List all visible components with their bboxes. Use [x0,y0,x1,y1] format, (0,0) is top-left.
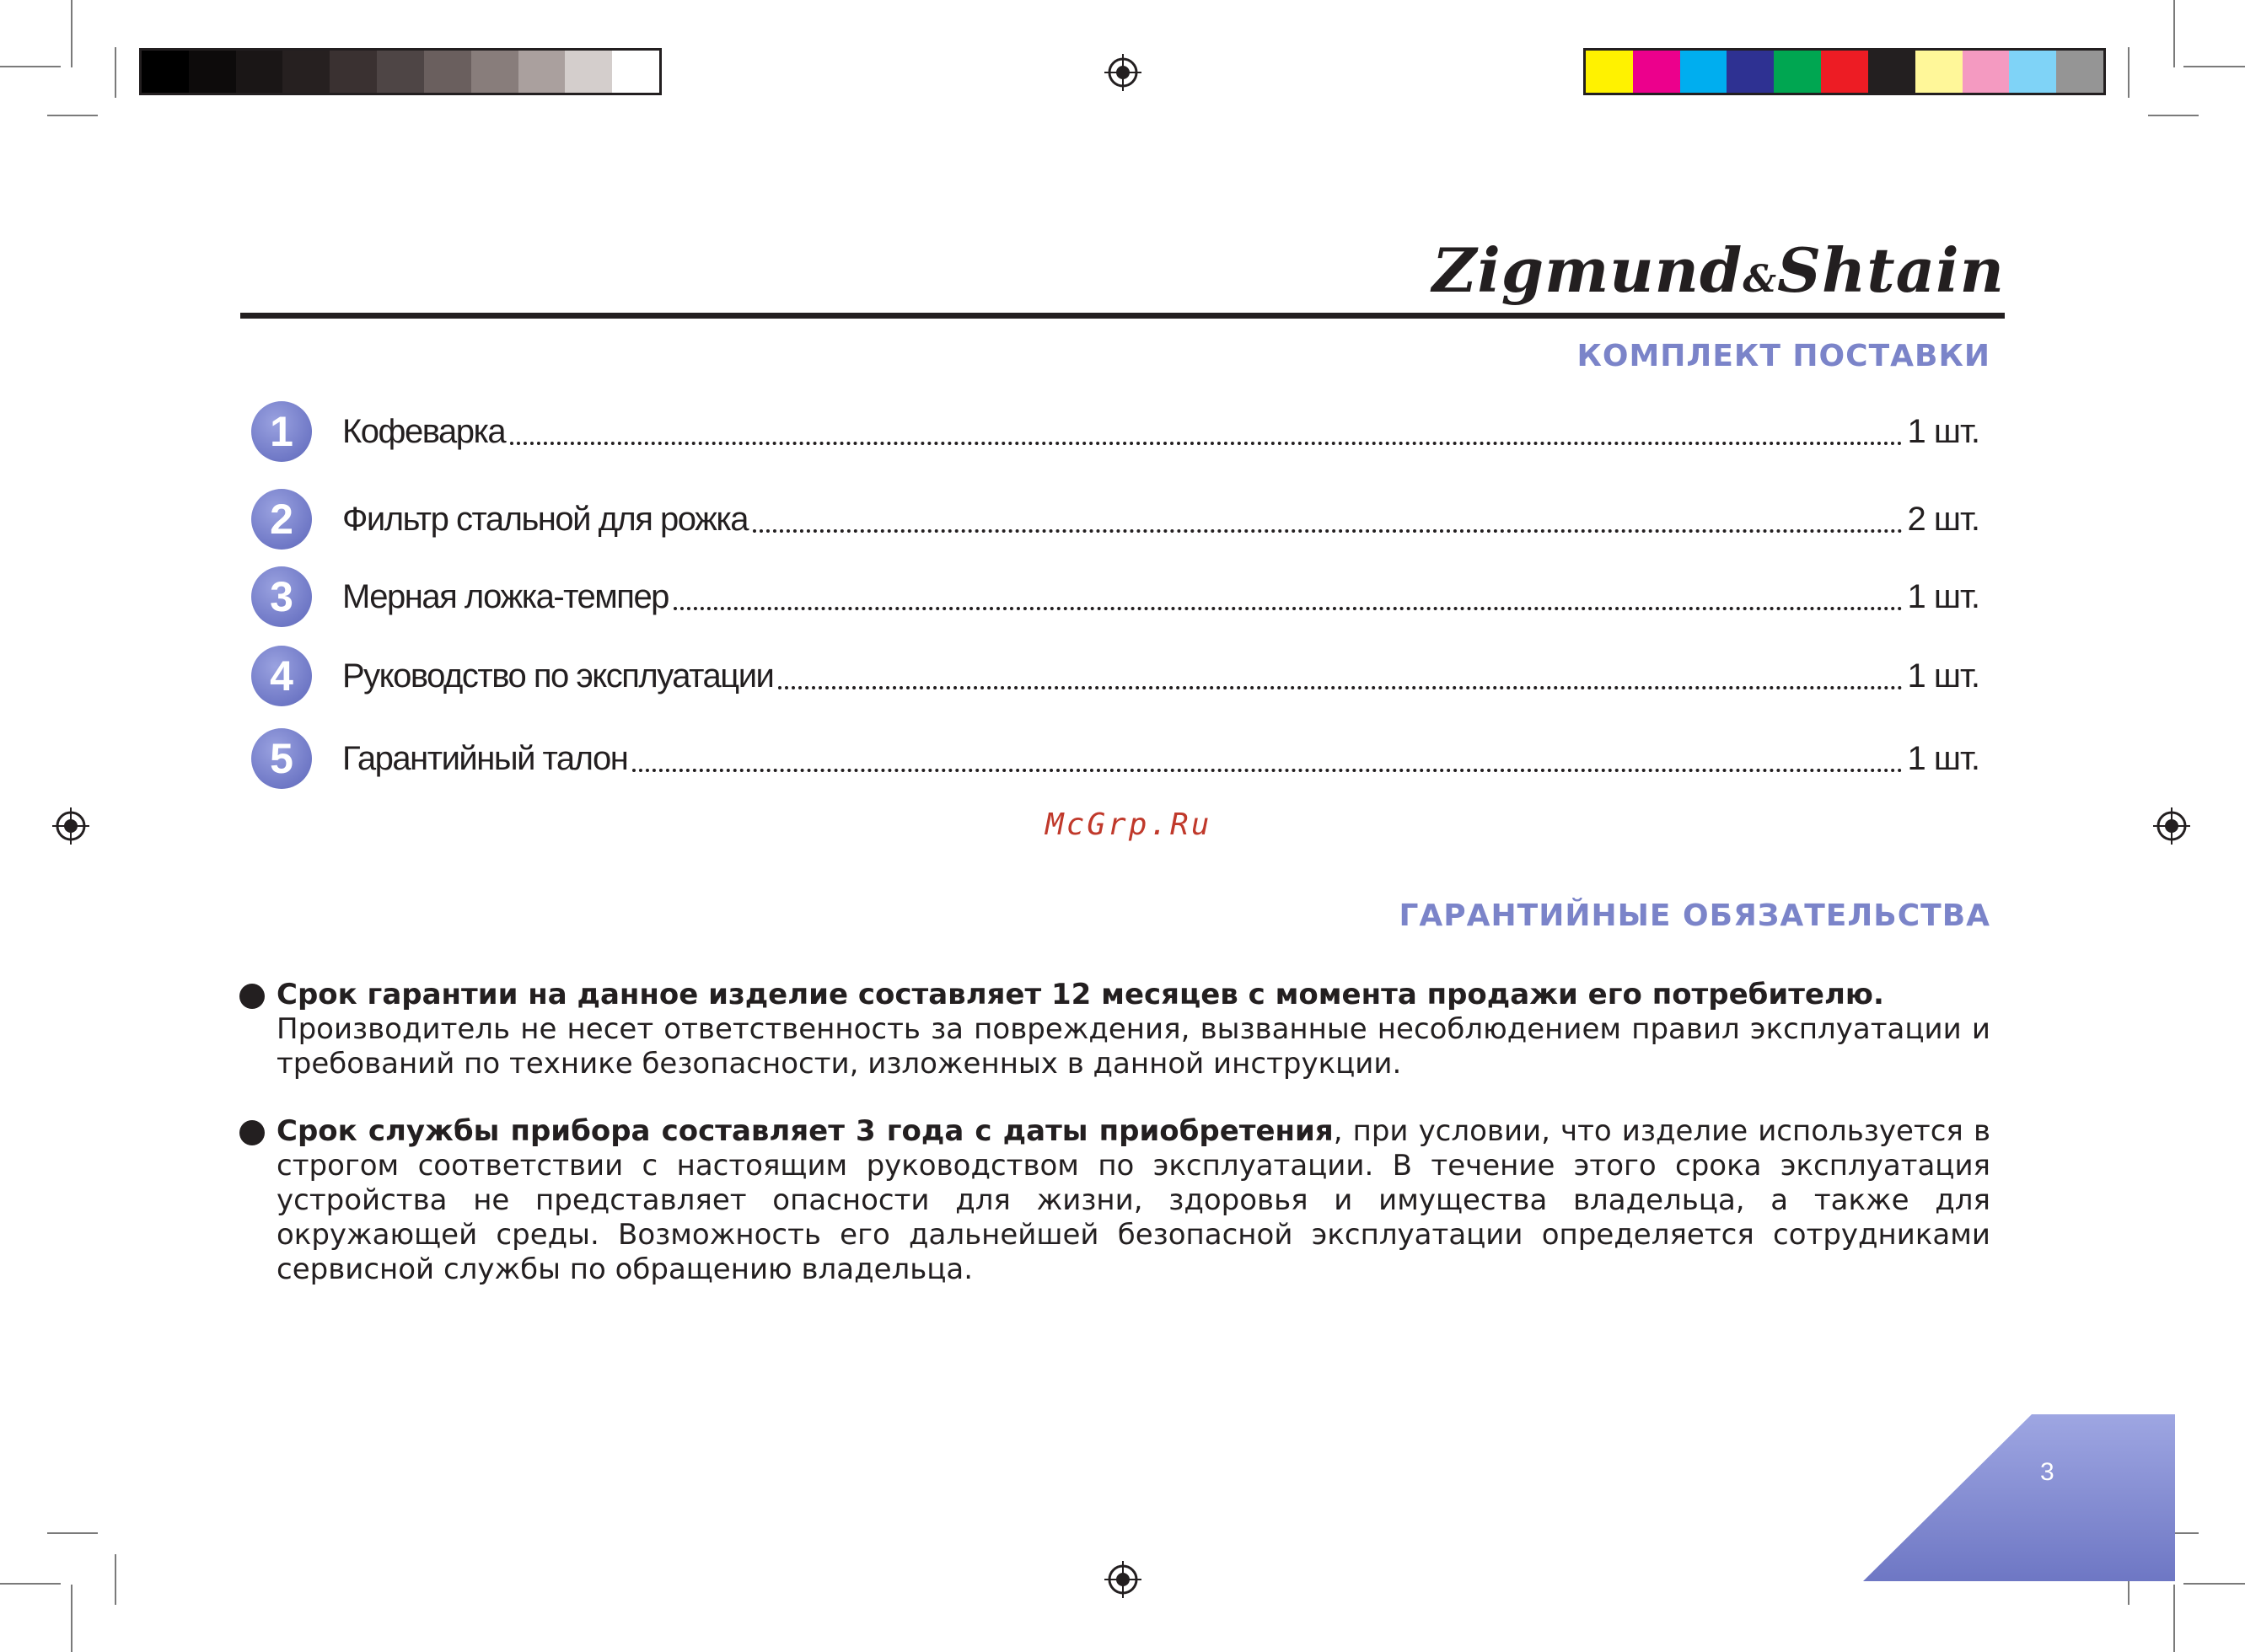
service-life-bold: Срок службы прибора составляет 3 года с даты приобретения [277,1114,1334,1148]
logo-part-2: Shtain [1777,234,2005,306]
crop-mark [2183,66,2245,67]
brand-logo [1432,234,2005,306]
logo-ampersand: & [1743,258,1778,301]
item-label: Фильтр стальной для рожка [342,500,748,538]
crop-mark [2148,115,2199,116]
crop-mark [71,0,73,67]
page-number: 3 [2040,1458,2054,1486]
crop-mark [115,47,116,98]
warranty-title: ГАРАНТИЙНЫЕ ОБЯЗАТЕЛЬСТВА [1399,898,1990,933]
dot-leader [753,529,1903,533]
item-number-badge: 3 [251,566,312,627]
color-swatch [2009,51,2056,93]
item-quantity: 2 шт. [1907,500,1979,538]
list-item [251,563,1979,630]
color-swatch [377,51,424,93]
color-swatch [1821,51,1868,93]
bullet-icon [239,1120,265,1145]
grayscale-calibration-bar [139,48,662,95]
crop-mark [47,1532,98,1534]
registration-mark-icon [2153,807,2190,845]
color-swatch [1586,51,1633,93]
color-swatch [565,51,612,93]
color-swatch [142,51,189,93]
crop-mark [2173,1585,2175,1652]
color-swatch [1915,51,1963,93]
dot-leader [632,769,1902,772]
color-swatch [471,51,518,93]
color-swatch [330,51,377,93]
item-label: Гарантийный талон [342,739,628,777]
item-label: Кофеварка [342,412,506,450]
crop-mark [2183,1583,2245,1585]
item-quantity: 1 шт. [1907,412,1979,450]
watermark-text: McGrp.Ru [1045,807,1212,842]
color-swatch [1727,51,1774,93]
crop-mark [2128,47,2130,98]
color-swatch [612,51,659,93]
item-number-badge: 4 [251,646,312,706]
list-item [251,725,1979,792]
color-swatch [518,51,566,93]
color-swatch [1963,51,2010,93]
warranty-paragraph-2 [277,1114,1990,1287]
header-rule [240,313,2005,319]
contents-title: КОМПЛЕКТ ПОСТАВКИ [1576,339,1990,373]
color-swatch [1680,51,1727,93]
crop-mark [0,66,61,67]
item-number-badge: 2 [251,489,312,550]
crop-mark [2173,0,2175,67]
crop-mark [71,1585,73,1652]
crop-mark [0,1583,61,1585]
page-tab-shape [1863,1414,2175,1581]
registration-mark-icon [1104,1561,1141,1598]
dot-leader [778,686,1902,689]
item-quantity: 1 шт. [1907,657,1979,695]
item-number-badge: 5 [251,728,312,789]
list-item [251,398,1979,465]
color-swatch [282,51,330,93]
color-swatch [1633,51,1680,93]
color-swatch [1774,51,1821,93]
crop-mark [115,1554,116,1605]
warranty-term-bold: Срок гарантии на данное изделие составляет 12 месяцев с момента продажи его потребителю. [277,978,1884,1011]
color-swatch [189,51,236,93]
dot-leader [510,442,1902,445]
warranty-paragraph-1 [277,978,1990,1081]
crop-mark [47,115,98,116]
warranty-term-text: Производитель не несет ответственность за повреждения, вызванные несоблюдением правил эксплуатации и требований по технике безопасности, изложенных в данной инструкции. [277,1012,1990,1081]
color-swatch [1868,51,1915,93]
color-swatch [2056,51,2103,93]
color-swatch [424,51,471,93]
logo-part-1: Zigmund [1431,234,1743,306]
list-item [251,642,1979,710]
color-calibration-bar [1583,48,2106,95]
registration-mark-icon [52,807,89,845]
bullet-icon [239,984,265,1009]
list-item [251,485,1979,553]
item-quantity: 1 шт. [1907,577,1979,615]
item-quantity: 1 шт. [1907,739,1979,777]
item-label: Мерная ложка-темпер [342,577,669,615]
registration-mark-icon [1104,54,1141,91]
item-number-badge: 1 [251,401,312,462]
service-life-text: , при условии, что изделие используется в строгом соответствии с настоящим руководством по эксплуатации. В течение этого срока эксплуатация устройства не представляет опасности для жизни, здоровья и имущества владельца, а также для окружающей среды. Возможность его дальнейшей безопасной эксплуатации определяется сотрудниками сервисной службы по обращению владельца. [277,1114,1990,1286]
item-label: Руководство по эксплуатации [342,657,774,695]
color-swatch [236,51,283,93]
dot-leader [674,607,1903,610]
